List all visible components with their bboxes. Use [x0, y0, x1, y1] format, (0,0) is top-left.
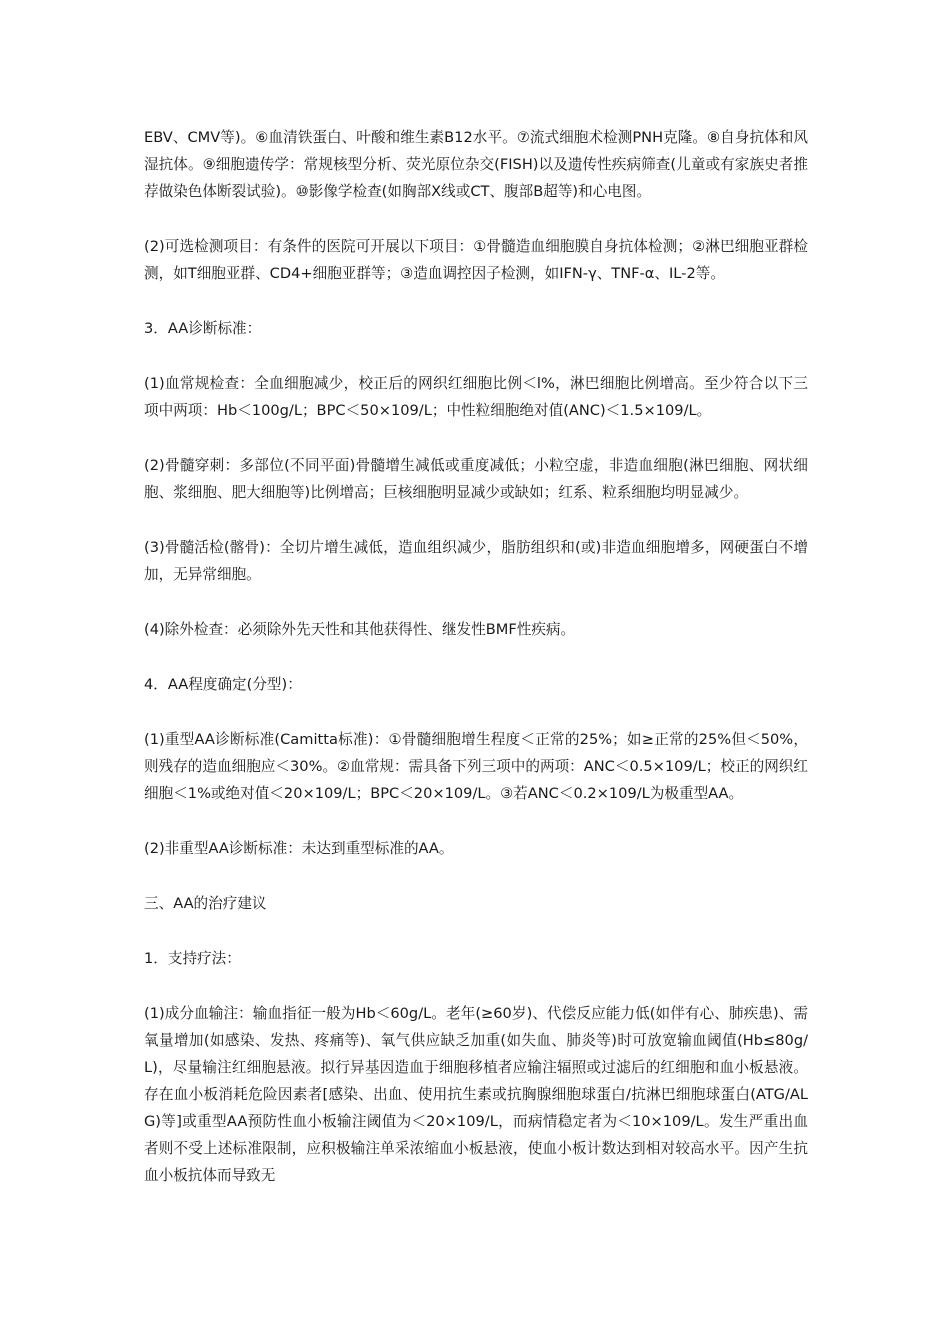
paragraph-severe-aa: (1)重型AA诊断标准(Camitta标准)：①骨髓细胞增生程度＜正常的25%；如≥正常的25%但＜50%，则残存的造血细胞应＜30%。②血常规：需具备下列三项中的两项：ANC＜0.5×109/L；校正的网织红细胞＜1%或绝对值＜20×109/L；BPC＜20×109/L。③若ANC＜0.2×109/L为极重型AA。	[144, 731, 808, 802]
heading-supportive-therapy: 1．支持疗法：	[144, 950, 241, 967]
heading-diagnostic-criteria: 3．AA诊断标准：	[144, 320, 262, 337]
paragraph-blood-transfusion: (1)成分血输注：输血指征一般为Hb＜60g/L。老年(≥60岁)、代偿反应能力低(如伴有心、肺疾患)、需氧量增加(如感染、发热、疼痛等)、氧气供应缺乏加重(如失血、肺炎等)时可放宽输血阈值(Hb≤80g/L)，尽量输注红细胞悬液。拟行异基因造血于细胞移植者应输注辐照或过滤后的红细胞和血小板悬液。存在血小板消耗危险因素者[感染、出血、使用抗生素或抗胸腺细胞球蛋白/抗淋巴细胞球蛋白(ATG/ALG)等]或重型AA预防性血小板输注阈值为＜20×109/L，而病情稳定者为＜10×109/L。发生严重出血者则不受上述标准限制，应积极输注单采浓缩血小板悬液，使血小板计数达到相对较高水平。因产生抗血小板抗体而导致无	[144, 1005, 808, 1184]
paragraph-tests-continued: EBV、CMV等)。⑥血清铁蛋白、叶酸和维生素B12水平。⑦流式细胞术检测PNH克隆。⑧自身抗体和风湿抗体。⑨细胞遗传学：常规核型分析、荧光原位杂交(FISH)以及遗传性疾病筛查(儿童或有家族史者推荐做染色体断裂试验)。⑩影像学检查(如胸部X线或CT、腹部B超等)和心电图。	[144, 129, 808, 200]
paragraph-blood-routine: (1)血常规检查：全血细胞减少，校正后的网织红细胞比例＜l%，淋巴细胞比例增高。至少符合以下三项中两项：Hb＜100g/L；BPC＜50×109/L；中性粒细胞绝对值(ANC)＜1.5×109/L。	[144, 375, 808, 419]
heading-severity-classification: 4．AA程度确定(分型)：	[144, 676, 302, 693]
paragraph-bone-marrow-aspiration: (2)骨髓穿刺：多部位(不同平面)骨髓增生减低或重度减低；小粒空虚，非造血细胞(淋巴细胞、网状细胞、浆细胞、肥大细胞等)比例增高；巨核细胞明显减少或缺如；红系、粒系细胞均明显减少。	[144, 457, 808, 501]
paragraph-bone-marrow-biopsy: (3)骨髓活检(髂骨)：全切片增生减低，造血组织减少，脂肪组织和(或)非造血细胞增多，网硬蛋白不增加，无异常细胞。	[144, 539, 808, 583]
document-page	[144, 124, 808, 1217]
heading-treatment: 三、AA的治疗建议	[144, 895, 267, 912]
paragraph-non-severe-aa: (2)非重型AA诊断标准：未达到重型标准的AA。	[144, 840, 454, 857]
paragraph-exclusion: (4)除外检查：必须除外先天性和其他获得性、继发性BMF性疾病。	[144, 621, 576, 638]
paragraph-optional-tests: (2)可选检测项目：有条件的医院可开展以下项目：①骨髓造血细胞膜自身抗体检测；②淋巴细胞亚群检测，如T细胞亚群、CD4+细胞亚群等；③造血调控因子检测，如IFN-γ、TNF-α、IL-2等。	[144, 238, 808, 282]
